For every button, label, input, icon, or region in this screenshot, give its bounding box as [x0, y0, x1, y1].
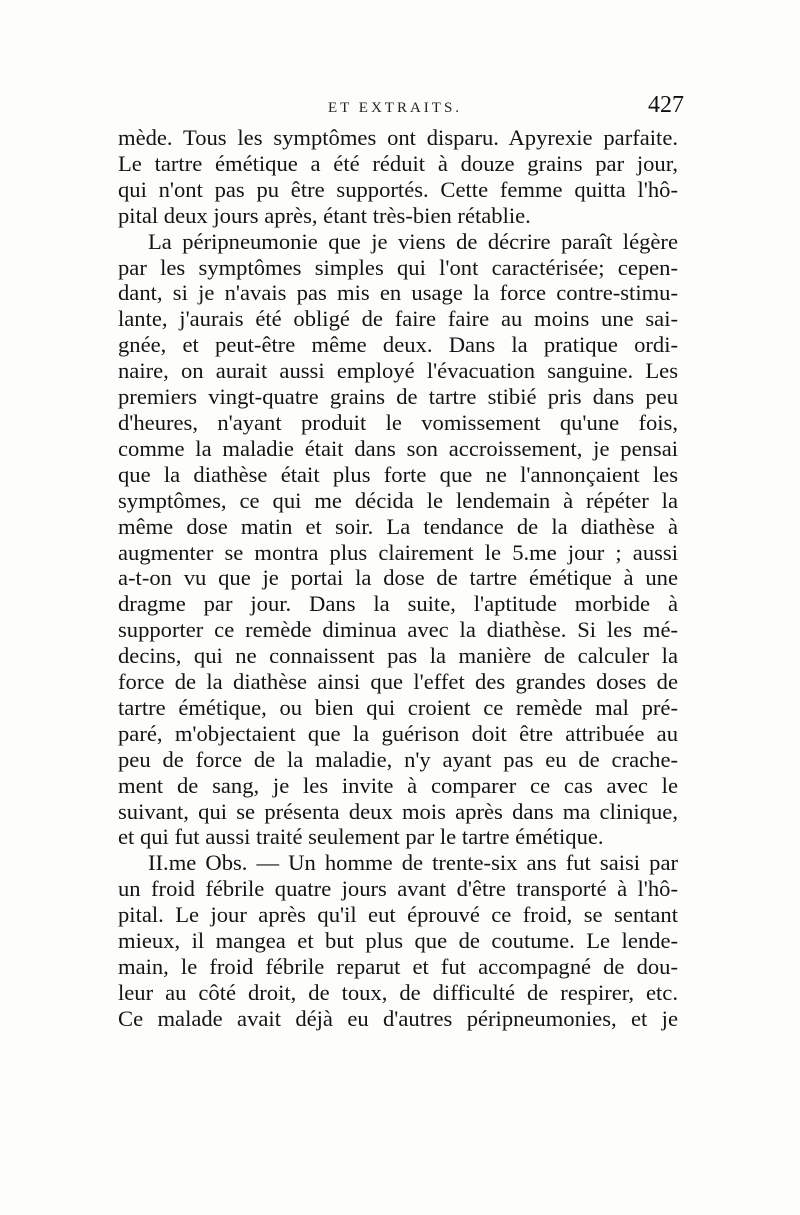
- text-line: naire, on aurait aussi employé l'évacuation sanguine. Les: [118, 358, 678, 384]
- text-line: paré, m'objectaient que la guérison doit être attribuée au: [118, 720, 678, 746]
- text-line: gnée, et peut-être même deux. Dans la pratique ordi-: [118, 332, 678, 358]
- text-line: augmenter se montra plus clairement le 5.me jour ; aussi: [118, 539, 678, 565]
- text-line: pital. Le jour après qu'il eut éprouvé ce froid, se sentant: [118, 902, 678, 928]
- text-line: suivant, qui se présenta deux mois après dans ma clinique,: [118, 798, 678, 824]
- text-line: mède. Tous les symptômes ont disparu. Apyrexie parfaite.: [118, 125, 678, 150]
- text-line: La péripneumonie que je viens de décrire paraît légère: [148, 228, 678, 254]
- text-line: pital deux jours après, étant très-bien rétablie.: [118, 202, 531, 228]
- text-line: dragme par jour. Dans la suite, l'aptitude morbide à: [118, 591, 678, 617]
- text-line: un froid fébrile quatre jours avant d'être transporté à l'hô-: [118, 876, 678, 902]
- text-line: decins, qui ne connaissent pas la manière de calculer la: [118, 643, 678, 669]
- text-line: comme la maladie était dans son accroissement, je pensai: [118, 435, 678, 461]
- text-line: supporter ce remède diminua avec la diathèse. Si les mé-: [118, 617, 678, 643]
- body-text: [118, 125, 678, 1032]
- page-header: [118, 92, 684, 128]
- text-line: Ce malade avait déjà eu d'autres péripneumonies, et je: [118, 1005, 678, 1031]
- text-line: ment de sang, je les invite à comparer ce cas avec le: [118, 772, 678, 798]
- text-line: que la diathèse était plus forte que ne l'annonçaient les: [118, 461, 678, 487]
- text-line: dant, si je n'avais pas mis en usage la force contre-stimu-: [118, 280, 678, 306]
- text-line: premiers vingt-quatre grains de tartre stibié pris dans peu: [118, 384, 678, 410]
- page-number: 427: [648, 92, 684, 118]
- text-line: et qui fut aussi traité seulement par le tartre émétique.: [118, 824, 604, 850]
- text-line: Le tartre émétique a été réduit à douze grains par jour,: [118, 150, 678, 176]
- text-line: peu de force de la maladie, n'y ayant pas eu de crache-: [118, 746, 678, 772]
- text-line: tartre émétique, ou bien qui croient ce remède mal pré-: [118, 694, 678, 720]
- text-line: force de la diathèse ainsi que l'effet des grandes doses de: [118, 669, 678, 695]
- text-line: a-t-on vu que je portai la dose de tartre émétique à une: [118, 565, 678, 591]
- text-line: leur au côté droit, de toux, de difficulté de respirer, etc.: [118, 979, 678, 1005]
- text-line: d'heures, n'ayant produit le vomissement qu'une fois,: [118, 409, 678, 435]
- text-line: même dose matin et soir. La tendance de la diathèse à: [118, 513, 678, 539]
- text-line: main, le froid fébrile reparut et fut accompagné de dou-: [118, 954, 678, 979]
- running-head: ET EXTRAITS.: [328, 100, 463, 116]
- text-line: qui n'ont pas pu être supportés. Cette femme quitta l'hô-: [118, 176, 678, 202]
- text-line: mieux, il mangea et but plus que de coutume. Le lende-: [118, 928, 678, 954]
- text-line: II.me Obs. — Un homme de trente-six ans fut saisi par: [148, 850, 678, 876]
- text-line: symptômes, ce qui me décida le lendemain à répéter la: [118, 487, 678, 513]
- text-line: par les symptômes simples qui l'ont caractérisée; cepen-: [118, 254, 678, 280]
- text-line: lante, j'aurais été obligé de faire faire au moins une sai-: [118, 306, 678, 332]
